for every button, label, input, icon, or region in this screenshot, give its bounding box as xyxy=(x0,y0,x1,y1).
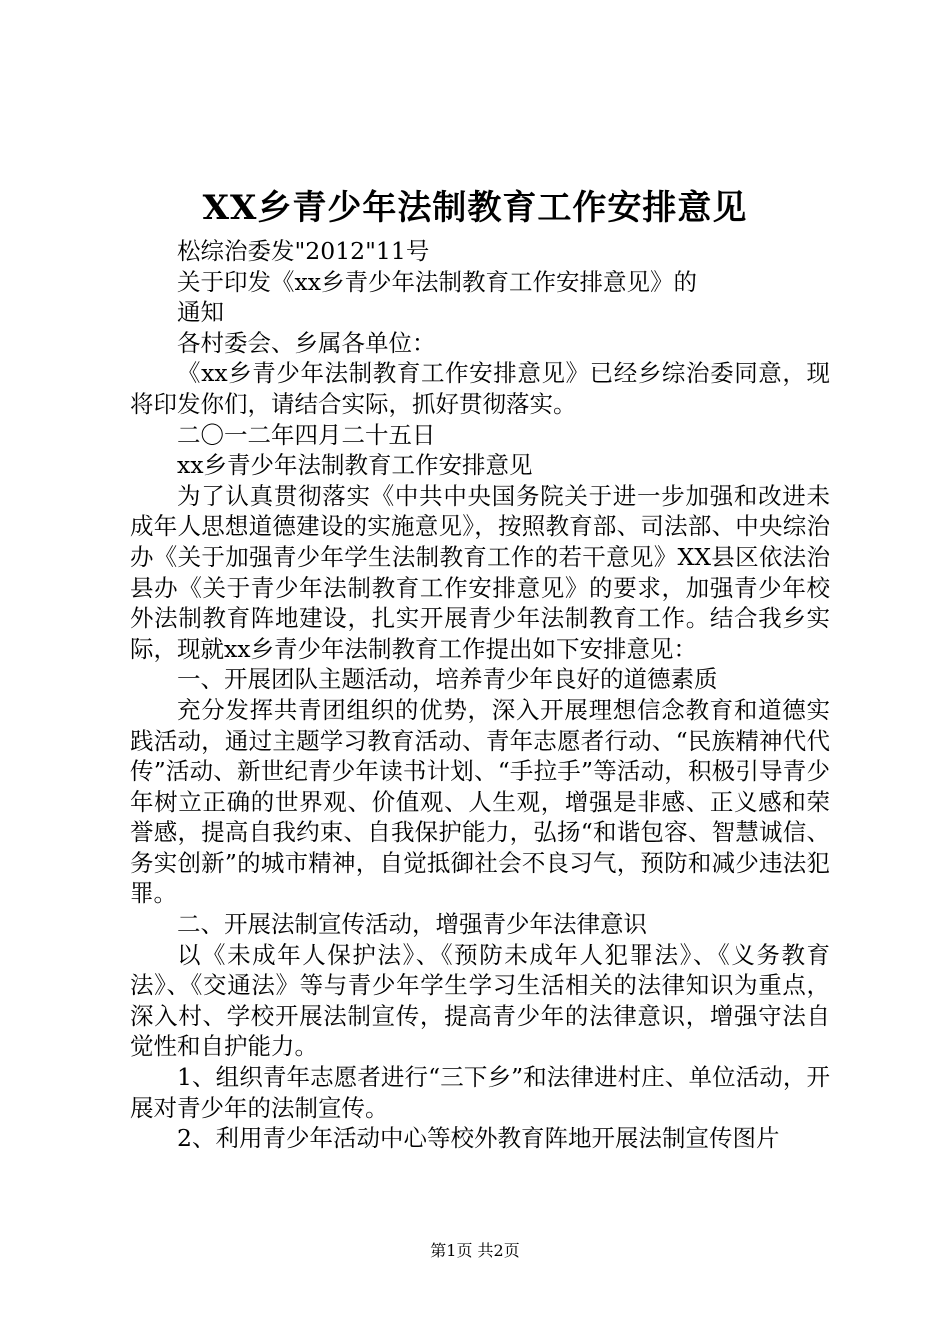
recipients: 各村委会、乡属各单位： xyxy=(177,328,436,357)
notice-heading-line-1: 关于印发《xx乡青少年法制教育工作安排意见》的 xyxy=(177,267,698,296)
page-footer: 第1页 共2页 xyxy=(430,1241,520,1260)
heading-two: 二、开展法制宣传活动，增强青少年法律意识 xyxy=(177,910,647,939)
document-body xyxy=(130,236,830,1154)
document-number: 松综治委发"2012"11号 xyxy=(177,237,430,265)
notice-heading-line-2: 通知 xyxy=(177,298,224,327)
paragraph-one: 充分发挥共青团组织的优势，深入开展理想信念教育和道德实践活动，通过主题学习教育活动、青年志愿者行动、“民族精神代代传”活动、新世纪青少年读书计划、“手拉手”等活动，积极引导青少年树立正确的世界观、价值观、人生观，增强是非感、正义感和荣誉感，提高自我约束、自我保护能力，弘扬“和谐包容、智慧诚信、务实创新”的城市精神，自觉抵御社会不良习气，预防和减少违法犯罪。 xyxy=(130,695,830,908)
intro-paragraph: 为了认真贯彻落实《中共中央国务院关于进一步加强和改进未成年人思想道德建设的实施意见》，按照教育部、司法部、中央综治办《关于加强青少年学生法制教育工作的若干意见》XX县区依法治县办《关于青少年法制教育工作安排意见》的要求，加强青少年校外法制教育阵地建设，扎实开展青少年法制教育工作。结合我乡实际，现就xx乡青少年法制教育工作提出如下安排意见： xyxy=(130,481,830,663)
paragraph-two: 以《未成年人保护法》、《预防未成年人犯罪法》、《义务教育法》、《交通法》等与青少年学生学习生活相关的法律知识为重点，深入村、学校开展法制宣传，提高青少年的法律意识，增强守法自觉性和自护能力。 xyxy=(130,940,830,1061)
list-item-2: 2、利用青少年活动中心等校外教育阵地开展法制宣传图片 xyxy=(177,1124,780,1153)
list-item-1: 1、组织青年志愿者进行“三下乡”和法律进村庄、单位活动，开展对青少年的法制宣传。 xyxy=(130,1063,830,1122)
notice-date: 二〇一二年四月二十五日 xyxy=(177,420,436,449)
section-title: xx乡青少年法制教育工作安排意见 xyxy=(177,451,533,480)
notice-body: 《xx乡青少年法制教育工作安排意见》已经乡综治委同意，现将印发你们，请结合实际，抓好贯彻落实。 xyxy=(130,359,830,418)
document-title: XX乡青少年法制教育工作安排意见 xyxy=(202,188,748,228)
heading-one: 一、开展团队主题活动，培养青少年良好的道德素质 xyxy=(177,665,718,694)
